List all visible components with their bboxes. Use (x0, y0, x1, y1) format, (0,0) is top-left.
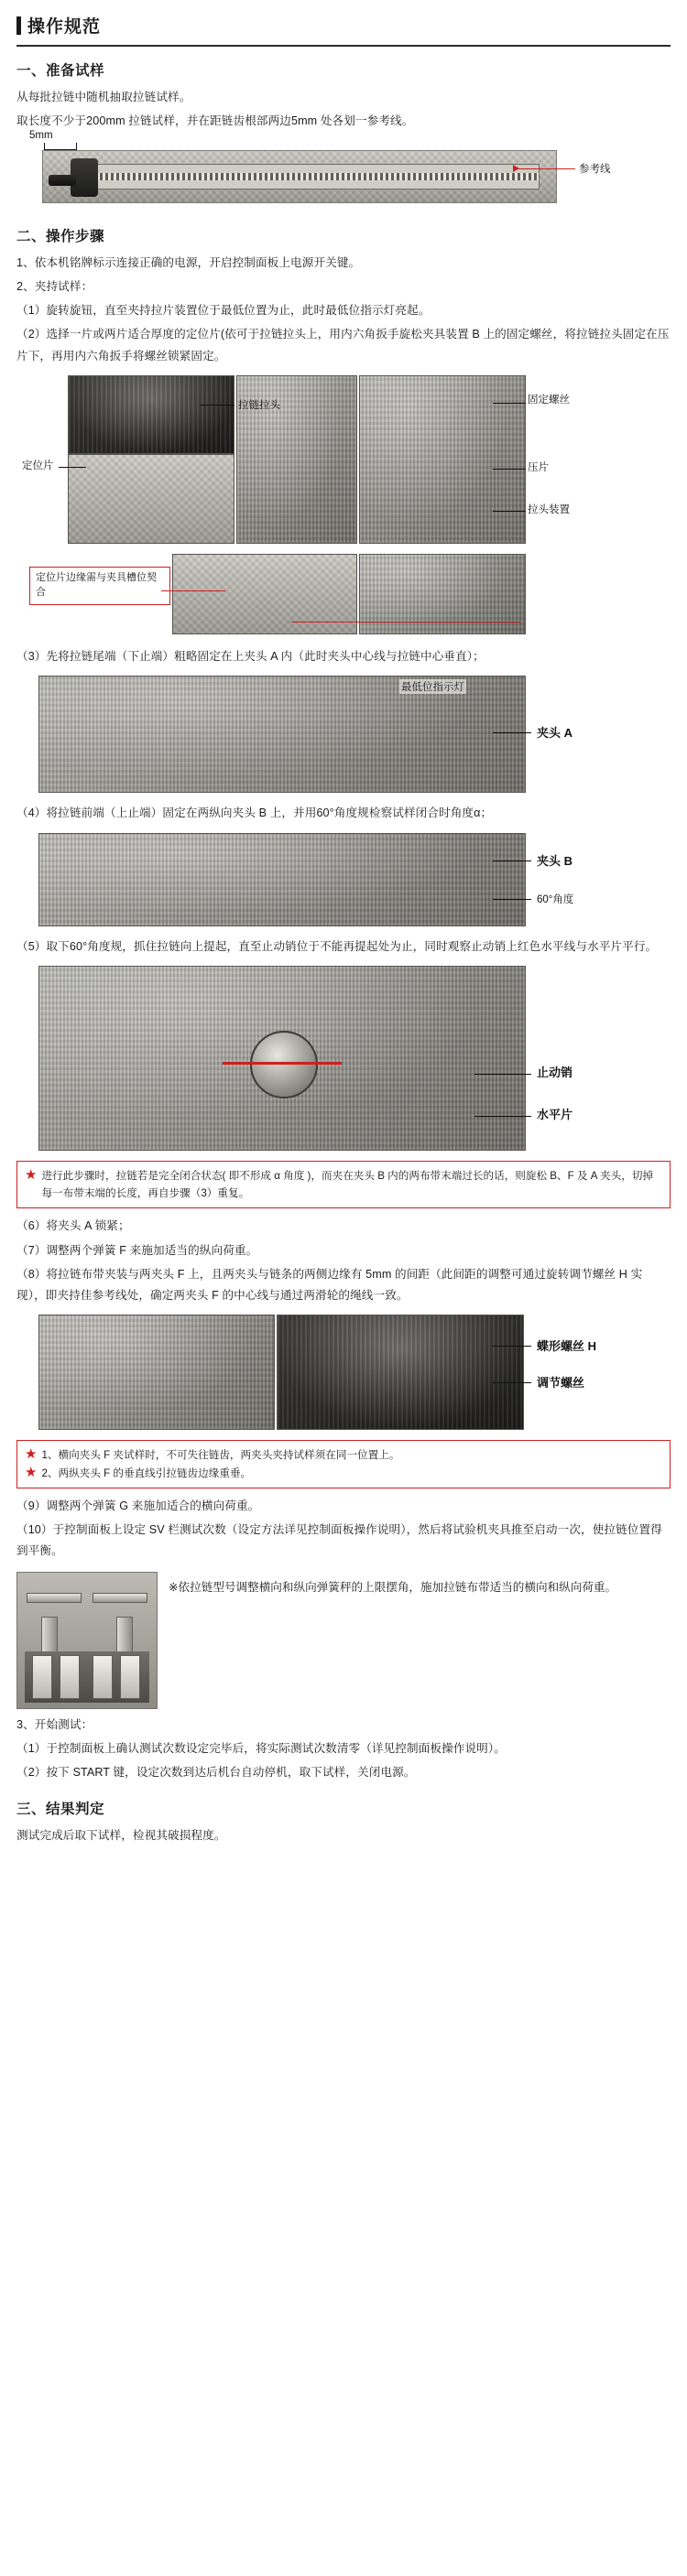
lead-fix-screw (493, 403, 526, 404)
photo-locate-plate (68, 454, 234, 544)
s2-p3: （1）旋转旋钮，直至夹持拉片装置位于最低位置为止，此时最低位指示灯亮起。 (16, 304, 431, 318)
note-1-text: 进行此步骤时，拉链若是完全闭合状态( 即不形成 α 角度 )，而夹在夹头 B 内的两布带末端过长的话，则旋松 B、F 及 A 夹头，切掉每一布带末端的长度，再自步骤（3）重复。 (41, 1169, 654, 1200)
machine-arm-right (93, 1593, 147, 1603)
s2-p10: （8）将拉链布带夹装与两夹头 F 上，且两夹头与链条的两侧边缘有 5mm 的间距（此间距的调整可通过旋转调节螺丝 H 实现），即夹持佳参考线处，确定两夹头 F 的中心线与通过两滑轮的绳线一致。 (16, 1267, 643, 1303)
zipper-photo (42, 150, 557, 203)
s2-p14: （1）于控制面板上确认测试次数设定完毕后，将实际测试次数清零（详见控制面板操作说明）。 (16, 1741, 506, 1755)
figure-clamp-a (16, 676, 671, 795)
spring-gauge-3 (93, 1655, 113, 1699)
stop-pin-body (250, 1031, 318, 1099)
s2-p9: （7）调整两个弹簧 F 来施加适当的纵向荷重。 (16, 1243, 258, 1257)
figure-wing-screw (16, 1315, 671, 1432)
callout-line-ref (518, 168, 575, 169)
note-row-2a (25, 1446, 662, 1464)
stop-pin-red-line (223, 1062, 342, 1065)
s2-p5: （3）先将拉链尾端（下止端）粗略固定在上夹头 A 内（此时夹头中心线与拉链中心垂直）； (16, 650, 485, 664)
photo-stop-pin (38, 966, 526, 1151)
label-reference-line: 参考线 (579, 163, 611, 175)
photo-clamp-right (359, 375, 526, 544)
title-accent-bar (16, 16, 21, 35)
label-adjust-screw: 调节螺丝 (537, 1376, 585, 1391)
zipper-tape (85, 164, 540, 189)
figure-clamp-b (16, 833, 671, 928)
section-heading-steps: 二、操作步骤 (16, 228, 105, 244)
title-text: 操作规范 (27, 17, 102, 37)
star-icon: ★ (25, 1446, 38, 1463)
label-lowest-indicator: 最低位指示灯 (399, 679, 466, 694)
star-icon: ★ (25, 1464, 38, 1480)
photo-wing-screw-left (38, 1315, 275, 1430)
s2-p1: 1、依本机铭牌标示连接正确的电源，开启控制面板上电源开关键。 (16, 255, 361, 269)
lead-pull-device (493, 511, 526, 512)
lead-locate-plate (59, 467, 86, 468)
machine-column-left (41, 1617, 58, 1655)
lead-wing-screw (493, 1346, 531, 1347)
label-press-plate: 压片 (528, 462, 549, 474)
s2-p2: 2、夹持试样： (16, 279, 93, 293)
lead-note-locate (161, 590, 225, 591)
lead-stop-pin (474, 1074, 531, 1075)
lead-angle-60 (493, 899, 531, 900)
s2-p4: （2）选择一片或两片适合厚度的定位片(依可于拉链拉头上，用内六角扳手旋松夹具装置 B 上的固定螺丝，将拉链拉头固定在压片下，再用内六角扳手将螺丝锁紧固定。 (16, 328, 670, 363)
note-locate-plate-fit (29, 567, 170, 605)
label-clamp-a: 夹头 A (537, 726, 573, 741)
section-heading-prepare: 一、准备试样 (16, 63, 105, 79)
spring-gauge-4 (120, 1655, 140, 1699)
spring-gauge-2 (60, 1655, 80, 1699)
figure-stop-pin (16, 966, 671, 1153)
note-row-2b (25, 1465, 662, 1482)
note-locate-plate-fit-text: 定位片边缘需与夹具槽位契合 (36, 572, 157, 599)
note-box-1 (16, 1161, 671, 1208)
spring-gauge-1 (32, 1655, 52, 1699)
photo-pull-tab-clamp (68, 375, 234, 454)
s2-p11: （9）调整两个弹簧 G 来施加适合的横向荷重。 (16, 1499, 260, 1512)
label-fix-screw: 固定螺丝 (528, 395, 570, 406)
label-angle-60: 60°角度 (537, 893, 574, 905)
machine-column-right (116, 1617, 133, 1655)
note-box-2 (16, 1440, 671, 1488)
label-pull-device: 拉头装置 (528, 504, 570, 516)
lead-pull-tab (200, 405, 234, 406)
s2-p15: （2）按下 START 键，设定次数到达后机台自动停机，取下试样，关闭电源。 (16, 1766, 416, 1780)
s2-p12: （10）于控制面板上设定 SV 栏测试次数（设定方法详见控制面板操作说明），然后将试验机夹具推至启动一次，使拉链位置得到平衡。 (16, 1522, 662, 1558)
measure-bracket-5mm (44, 143, 77, 150)
label-wing-screw-h: 蝶形螺丝 H (537, 1339, 597, 1354)
s2-p6: （4）将拉链前端（上止端）固定在两纵向夹头 B 上，并用60°角度规检察试样闭合时角度α； (16, 806, 493, 820)
lead-clamp-b (493, 860, 531, 861)
label-clamp-b: 夹头 B (537, 853, 573, 868)
s3-line: 测试完成后取下试样，检视其破损程度。 (16, 1829, 226, 1843)
final-note-text: ※依拉链型号调整横向和纵向弹簧秤的上限摆角，施加拉链布带适当的横向和纵向荷重。 (169, 1580, 617, 1594)
s2-p8: （6）将夹头 A 锁紧； (16, 1219, 130, 1233)
lead-clamp-a (493, 732, 531, 733)
lead-press-plate (493, 469, 526, 470)
s1-line-2: 取长度不少于200mm 拉链试样，并在距链齿根部两边5mm 处各划一参考线。 (16, 114, 414, 128)
label-level-plate: 水平片 (537, 1107, 573, 1121)
label-locate-plate: 定位片 (22, 460, 54, 472)
photo-machine (16, 1572, 158, 1709)
label-5mm: 5mm (29, 129, 53, 141)
note-row-1 (25, 1167, 662, 1202)
star-icon: ★ (25, 1166, 38, 1183)
lead-adjust-screw (493, 1382, 531, 1383)
label-pull-tab: 拉链拉头 (238, 400, 280, 412)
arrow-ref-line-icon (513, 165, 519, 172)
photo-clamp-b (38, 833, 526, 926)
s2-p7: （5）取下60°角度规，抓住拉链向上提起，直至止动销位于不能再提起处为止，同时观察止动销上红色水平线与水平片平行。 (16, 939, 658, 953)
figure-machine-and-note (16, 1572, 671, 1709)
figure-clamp-setup (16, 375, 671, 546)
s1-line-1: 从每批拉链中随机抽取拉链试样。 (16, 91, 191, 103)
zipper-pull-tab (49, 175, 76, 186)
note-2-text-1: 1、横向夹头 F 夹试样时，不可失往链齿，两夹头夹持试样须在同一位置上。 (41, 1449, 400, 1462)
figure-zipper-sample (16, 129, 671, 211)
page-title (16, 13, 671, 47)
note-2-text-2: 2、两纵夹头 F 的垂直线引拉链齿边缘重垂。 (41, 1467, 252, 1479)
machine-arm-left (27, 1593, 82, 1603)
photo-wing-screw-right (277, 1315, 524, 1430)
s2-p13: 3、开始测试： (16, 1717, 93, 1731)
lead-level-plate (474, 1116, 531, 1117)
figure-locate-note (16, 554, 671, 638)
label-stop-pin: 止动销 (537, 1065, 573, 1079)
section-heading-result: 三、结果判定 (16, 1802, 105, 1818)
